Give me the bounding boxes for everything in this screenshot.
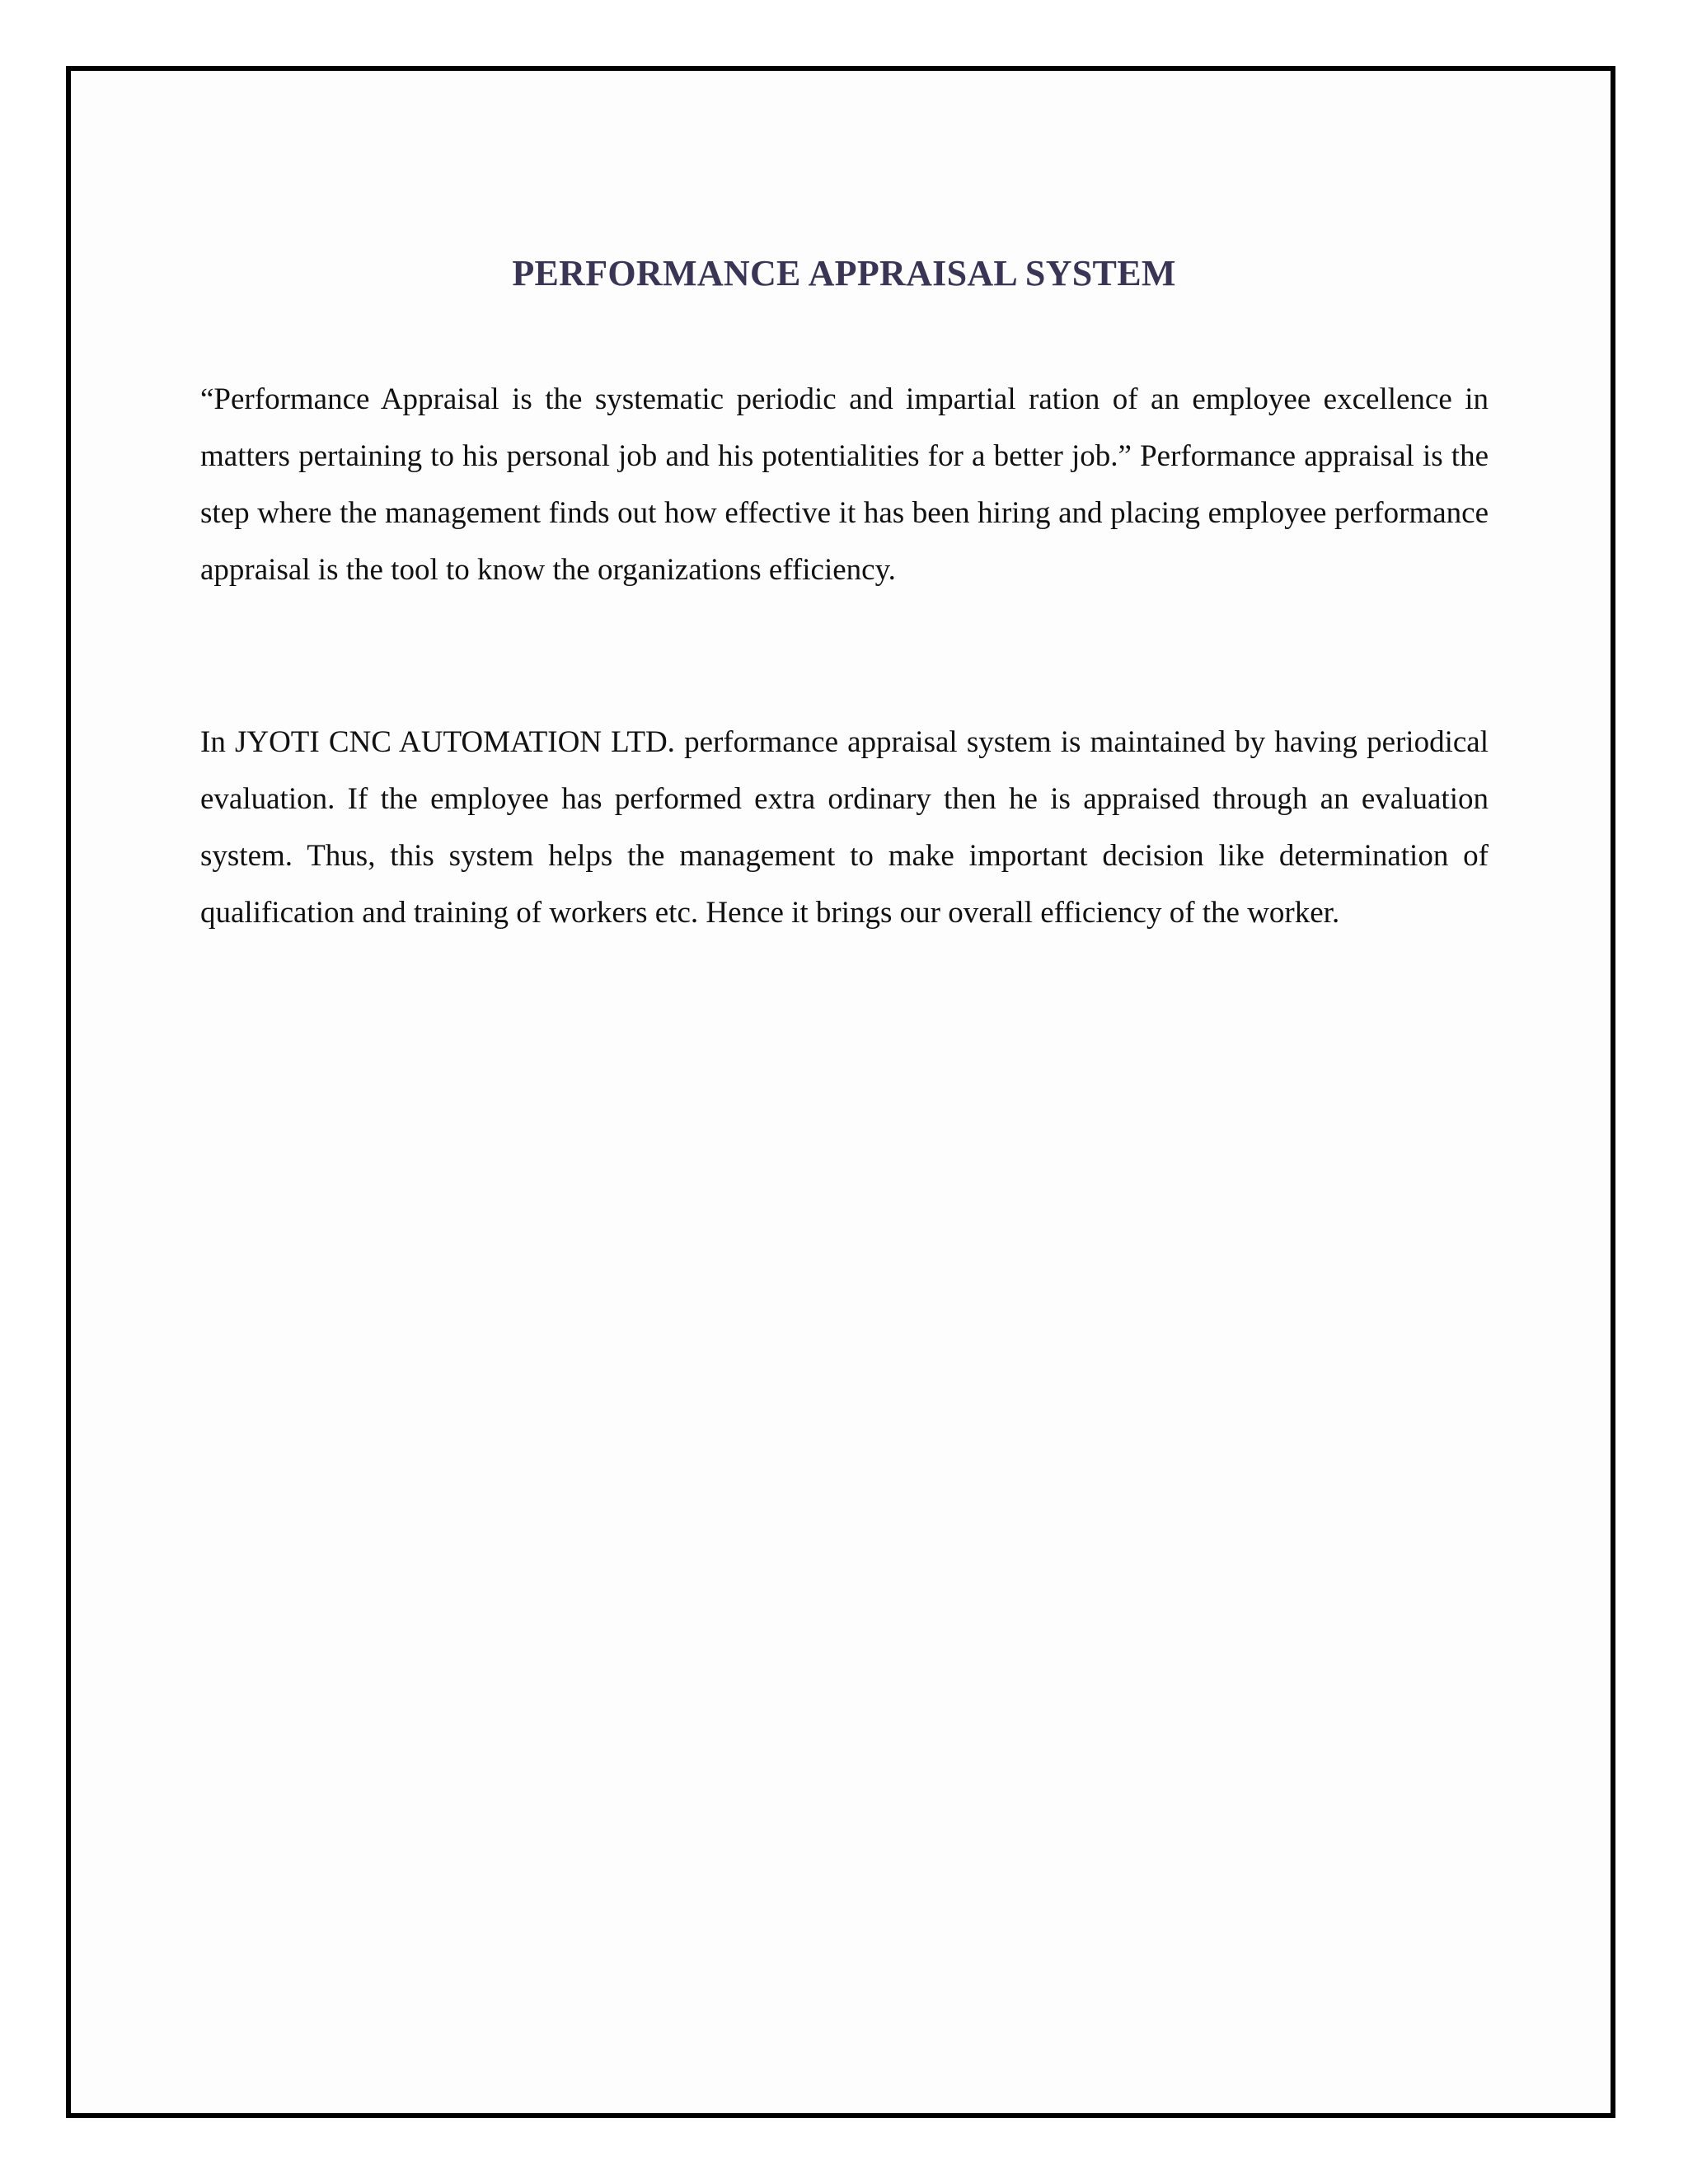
paragraph-definition: “Performance Appraisal is the systematic periodic and impartial ration of an employee excellence in matters pertaining to his personal job and his potentialities for a better job.” Performance appraisal is the step where the management finds out how effective it has been hiring and placing employee performance appraisal is the tool to know the organizations efficiency. — [200, 382, 1489, 587]
page-title: PERFORMANCE APPRAISAL SYSTEM — [512, 253, 1176, 293]
paragraph-company-practice: In JYOTI CNC AUTOMATION LTD. performance appraisal system is maintained by having periodical evaluation. If the employee has performed extra ordinary then he is appraised through an evaluation system. Thus, this system helps the management to make important decision like determination of qualification and training of workers etc. Hence it brings our overall efficiency of the worker. — [200, 725, 1489, 930]
